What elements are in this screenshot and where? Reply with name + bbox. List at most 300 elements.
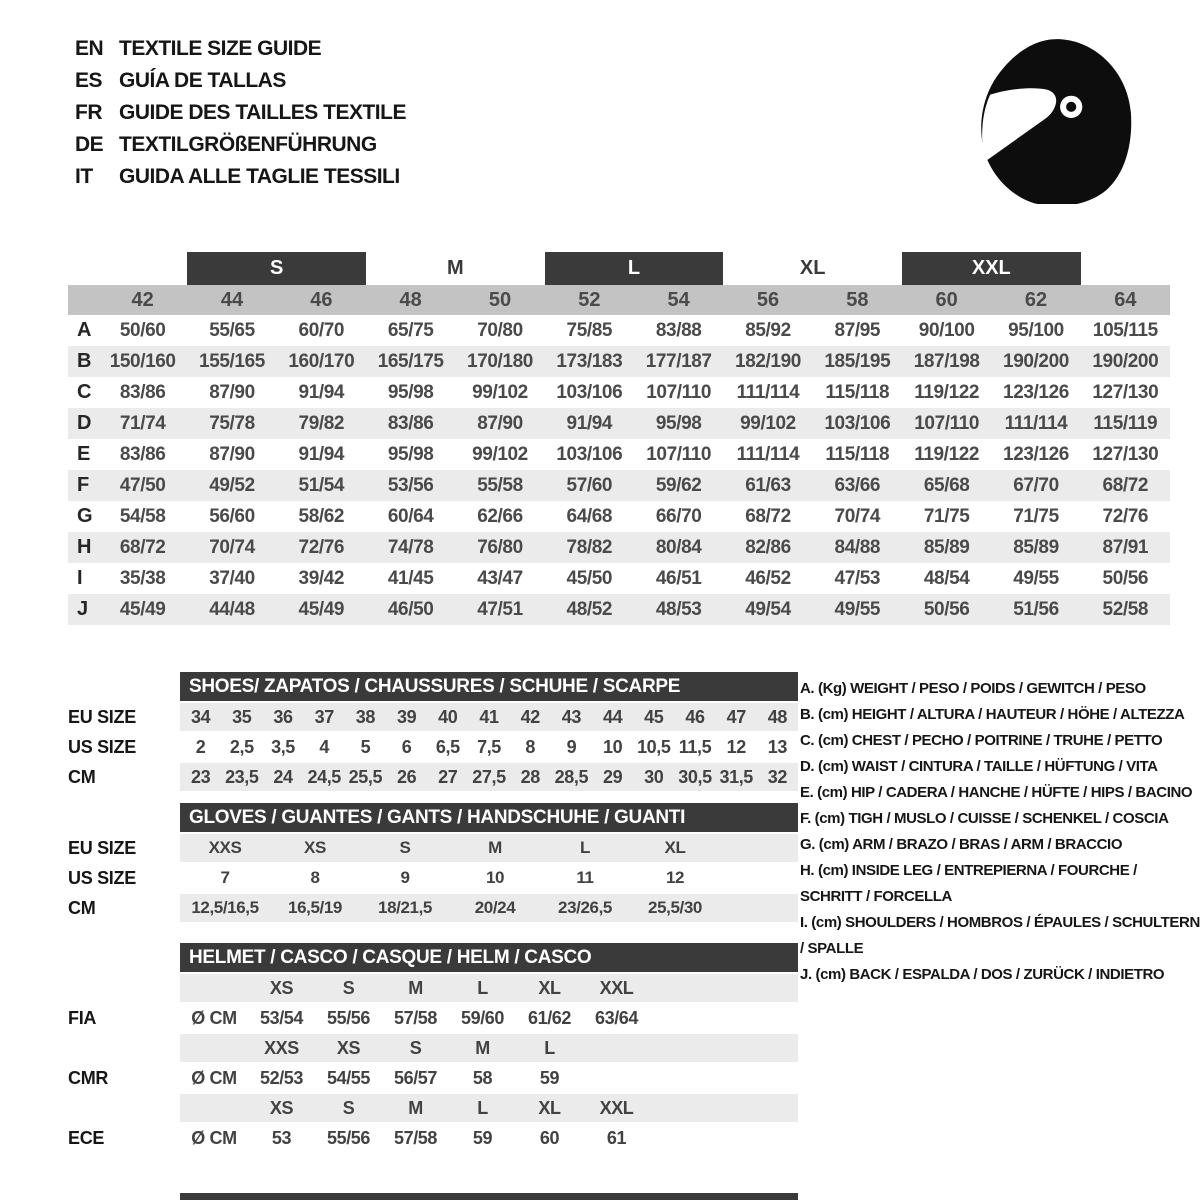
value: 27,5 bbox=[472, 766, 506, 787]
garment-size-table bbox=[68, 252, 1170, 625]
helmet-size: XL bbox=[538, 977, 561, 998]
size-group-L: L bbox=[545, 252, 724, 285]
helmet-value: 63/64 bbox=[594, 1007, 639, 1028]
size-value: 37/40 bbox=[209, 567, 255, 589]
value: 26 bbox=[396, 766, 417, 787]
size-number: 48 bbox=[399, 288, 422, 311]
size-value: 83/88 bbox=[655, 319, 702, 341]
size-value: 60/64 bbox=[387, 505, 434, 527]
size-value: 56/60 bbox=[209, 505, 255, 527]
helmet-value: 59/60 bbox=[460, 1007, 505, 1028]
value: 48 bbox=[767, 706, 788, 727]
value: 12,5/16,5 bbox=[191, 898, 259, 917]
helmet-standard-row-CMR bbox=[68, 1064, 798, 1092]
size-value: 103/106 bbox=[824, 412, 891, 434]
size-value: 72/76 bbox=[1102, 505, 1149, 527]
shoes-row bbox=[68, 733, 798, 761]
size-value: 51/56 bbox=[1013, 598, 1059, 620]
helmet-value: 52/53 bbox=[259, 1067, 304, 1088]
value: 41 bbox=[479, 706, 499, 727]
value: XS bbox=[304, 838, 326, 857]
size-value: 54/58 bbox=[119, 505, 166, 527]
size-value: 71/75 bbox=[923, 505, 970, 527]
helmet-size-row bbox=[68, 1094, 798, 1122]
size-value: 49/52 bbox=[209, 474, 255, 496]
spacer bbox=[68, 1094, 180, 1122]
size-group-XL: XL bbox=[799, 257, 826, 279]
size-row-J bbox=[68, 594, 1170, 625]
size-value: 57/60 bbox=[566, 474, 613, 496]
size-value: 47/50 bbox=[119, 474, 166, 496]
size-value: 50/60 bbox=[119, 319, 166, 341]
legend-item: F. (cm) TIGH / MUSLO / CUISSE / SCHENKEL / COSCIA bbox=[800, 810, 1169, 827]
size-value: 60/70 bbox=[298, 319, 345, 341]
legend-item: A. (Kg) WEIGHT / PESO / POIDS / GEWITCH / PESO bbox=[800, 680, 1146, 697]
value: 34 bbox=[190, 706, 211, 727]
size-value: 72/76 bbox=[298, 536, 345, 558]
standard-label: FIA bbox=[68, 1007, 97, 1028]
size-value: 177/187 bbox=[645, 350, 712, 372]
language-code: IT bbox=[75, 165, 93, 188]
value: XL bbox=[664, 838, 686, 857]
size-number: 64 bbox=[1114, 288, 1137, 311]
helmet-size: M bbox=[408, 977, 423, 998]
size-value: 68/72 bbox=[745, 505, 791, 527]
spacer bbox=[68, 285, 98, 315]
size-value: 115/119 bbox=[1093, 412, 1158, 434]
helmet-size-band bbox=[180, 974, 798, 1002]
helmet-value: 53 bbox=[271, 1127, 292, 1148]
value: 18/21,5 bbox=[378, 898, 432, 917]
helmet-value: 53/54 bbox=[259, 1007, 304, 1028]
row-label: D bbox=[77, 412, 92, 434]
standard-label: CMR bbox=[68, 1067, 109, 1088]
size-number: 52 bbox=[578, 288, 601, 311]
size-value: 75/85 bbox=[566, 319, 613, 341]
size-value: 185/195 bbox=[824, 350, 891, 372]
helmet-value: 55/56 bbox=[326, 1007, 371, 1028]
language-title: GUIDA ALLE TAGLIE TESSILI bbox=[119, 165, 400, 188]
size-value: 80/84 bbox=[655, 536, 702, 558]
helmet-size: L bbox=[544, 1037, 555, 1058]
size-value: 59/62 bbox=[655, 474, 702, 496]
helmet-value: 58 bbox=[472, 1067, 493, 1088]
value: 4 bbox=[319, 736, 329, 757]
language-row bbox=[75, 97, 406, 129]
size-value: 107/110 bbox=[646, 381, 712, 403]
legend-item: C. (cm) CHEST / PECHO / POITRINE / TRUHE / PETTO bbox=[800, 732, 1163, 749]
gloves-section bbox=[68, 803, 798, 924]
size-value: 127/130 bbox=[1092, 443, 1159, 465]
value: 38 bbox=[355, 706, 376, 727]
size-value: 105/115 bbox=[1092, 319, 1158, 341]
size-value: 84/88 bbox=[834, 536, 881, 558]
size-value: 91/94 bbox=[566, 412, 613, 434]
size-value: 160/170 bbox=[288, 350, 355, 372]
size-value: 155/165 bbox=[199, 350, 265, 372]
helmet-value: 59 bbox=[472, 1127, 493, 1148]
size-value: 107/110 bbox=[646, 443, 712, 465]
size-value: 127/130 bbox=[1092, 381, 1159, 403]
size-value: 115/118 bbox=[825, 443, 890, 465]
size-value: 44/48 bbox=[209, 598, 255, 620]
size-value: 83/86 bbox=[387, 412, 434, 434]
size-value: 95/98 bbox=[387, 381, 434, 403]
helmet-value-band bbox=[180, 1064, 798, 1092]
size-number: 54 bbox=[667, 288, 690, 311]
language-list bbox=[75, 33, 406, 193]
helmet-size-row bbox=[68, 974, 798, 1002]
size-row-I bbox=[68, 563, 1170, 594]
helmet-size: XS bbox=[269, 977, 294, 998]
size-value: 45/49 bbox=[119, 598, 166, 620]
size-row-D bbox=[68, 408, 1170, 439]
unit-label: Ø CM bbox=[191, 1007, 237, 1028]
size-value: 103/106 bbox=[556, 443, 623, 465]
value: 46 bbox=[685, 706, 705, 727]
size-value: 48/52 bbox=[566, 598, 613, 620]
helmet-size-row bbox=[68, 1034, 798, 1062]
value: 40 bbox=[438, 706, 458, 727]
helmet-value: 56/57 bbox=[393, 1067, 438, 1088]
size-value: 78/82 bbox=[566, 536, 613, 558]
size-value: 83/86 bbox=[119, 443, 166, 465]
legend-item: I. (cm) SHOULDERS / HOMBROS / ÉPAULES / SCHULTERN / SPALLE bbox=[800, 914, 1200, 957]
size-value: 68/72 bbox=[119, 536, 166, 558]
value: 10,5 bbox=[637, 736, 671, 757]
value: 11,5 bbox=[678, 736, 712, 757]
value: 30 bbox=[644, 766, 664, 787]
value: 28,5 bbox=[554, 766, 589, 787]
size-value: 46/51 bbox=[655, 567, 702, 589]
row-label: EU SIZE bbox=[68, 837, 136, 858]
spacer bbox=[1081, 252, 1170, 285]
value: 6,5 bbox=[435, 736, 460, 757]
helmet-size: S bbox=[409, 1037, 422, 1058]
value: 9 bbox=[400, 868, 410, 887]
size-row-E bbox=[68, 439, 1170, 470]
value: 23/26,5 bbox=[558, 898, 612, 917]
size-row-B bbox=[68, 346, 1170, 377]
value: 13 bbox=[767, 736, 788, 757]
size-value: 99/102 bbox=[472, 443, 528, 465]
size-value: 111/114 bbox=[736, 443, 800, 465]
value: 3,5 bbox=[271, 736, 295, 757]
helmet-value: 57/58 bbox=[393, 1007, 438, 1028]
value: 25,5/30 bbox=[648, 898, 702, 917]
value: 7,5 bbox=[477, 736, 501, 757]
size-number: 46 bbox=[310, 288, 333, 311]
row-label: US SIZE bbox=[68, 736, 136, 757]
language-title: GUIDE DES TAILLES TEXTILE bbox=[119, 101, 406, 124]
spacer bbox=[98, 252, 187, 285]
size-value: 115/118 bbox=[825, 381, 890, 403]
language-row bbox=[75, 161, 406, 193]
gloves-rows bbox=[68, 834, 798, 922]
row-label: F bbox=[77, 474, 90, 496]
language-title: TEXTILE SIZE GUIDE bbox=[119, 37, 322, 60]
size-value: 95/100 bbox=[1008, 319, 1064, 341]
size-value: 65/68 bbox=[923, 474, 970, 496]
size-group-row bbox=[68, 252, 1170, 285]
size-value: 91/94 bbox=[298, 443, 345, 465]
value: 27 bbox=[438, 766, 458, 787]
size-value: 87/91 bbox=[1102, 536, 1149, 558]
size-value: 55/65 bbox=[209, 319, 255, 341]
size-group-S: S bbox=[187, 252, 366, 285]
size-value: 71/75 bbox=[1013, 505, 1059, 527]
language-code: FR bbox=[75, 101, 102, 124]
shoes-rows bbox=[68, 703, 798, 791]
value: 37 bbox=[314, 706, 334, 727]
size-value: 55/58 bbox=[477, 474, 523, 496]
helmet-size-band bbox=[180, 1094, 798, 1122]
language-row bbox=[75, 129, 406, 161]
row-label: US SIZE bbox=[68, 867, 136, 888]
size-value: 63/66 bbox=[834, 474, 881, 496]
size-value: 48/53 bbox=[655, 598, 702, 620]
size-value: 111/114 bbox=[736, 381, 800, 403]
size-value: 47/53 bbox=[834, 567, 881, 589]
size-value: 107/110 bbox=[914, 412, 980, 434]
value: 10 bbox=[485, 868, 505, 887]
size-value: 50/56 bbox=[1102, 567, 1149, 589]
unit-label: Ø CM bbox=[191, 1127, 237, 1148]
value: 25,5 bbox=[348, 766, 383, 787]
size-value: 87/90 bbox=[209, 381, 255, 403]
size-value: 82/86 bbox=[745, 536, 791, 558]
standard-label: ECE bbox=[68, 1127, 105, 1148]
size-value: 103/106 bbox=[556, 381, 623, 403]
size-value: 123/126 bbox=[1003, 381, 1069, 403]
helmet-size: L bbox=[477, 977, 488, 998]
size-group-XXL: XXL bbox=[902, 252, 1081, 285]
size-value: 67/70 bbox=[1013, 474, 1059, 496]
gloves-band bbox=[180, 834, 798, 862]
value: S bbox=[399, 838, 411, 857]
size-value: 43/47 bbox=[477, 567, 523, 589]
legend-item: B. (cm) HEIGHT / ALTURA / HAUTEUR / HÖHE / ALTEZZA bbox=[800, 706, 1185, 723]
row-label: H bbox=[77, 536, 92, 558]
gloves-title: GLOVES / GUANTES / GANTS / HANDSCHUHE / GUANTI bbox=[180, 803, 798, 832]
size-value: 95/98 bbox=[655, 412, 702, 434]
size-number: 56 bbox=[756, 288, 780, 311]
size-value: 41/45 bbox=[387, 567, 434, 589]
value: 9 bbox=[566, 736, 577, 757]
spacer bbox=[68, 974, 180, 1002]
size-group-M: M bbox=[446, 257, 464, 279]
helmet-icon-svg bbox=[978, 38, 1133, 204]
helmet-size: L bbox=[477, 1097, 488, 1118]
value: 24,5 bbox=[307, 766, 341, 787]
size-number: 62 bbox=[1024, 288, 1048, 311]
value: 44 bbox=[602, 706, 623, 727]
size-value: 53/56 bbox=[387, 474, 434, 496]
legend-item: G. (cm) ARM / BRAZO / BRAS / ARM / BRACCIO bbox=[800, 836, 1123, 853]
size-number: 42 bbox=[131, 288, 154, 311]
size-value: 39/42 bbox=[298, 567, 345, 589]
language-code: ES bbox=[75, 69, 103, 92]
size-value: 61/63 bbox=[745, 474, 791, 496]
size-row-F bbox=[68, 470, 1170, 501]
value: 24 bbox=[273, 766, 293, 787]
size-row-H bbox=[68, 532, 1170, 563]
language-title: TEXTILGRÖßENFÜHRUNG bbox=[119, 133, 377, 156]
value: 5 bbox=[360, 736, 371, 757]
helmet-standard-row-FIA bbox=[68, 1004, 798, 1032]
value: XXS bbox=[208, 838, 242, 857]
size-value: 46/50 bbox=[387, 598, 434, 620]
size-value: 68/72 bbox=[1102, 474, 1149, 496]
size-value: 70/74 bbox=[834, 505, 881, 527]
value: 45 bbox=[644, 706, 664, 727]
row-label: I bbox=[77, 567, 83, 589]
size-value: 150/160 bbox=[109, 350, 176, 372]
helmet-size: XS bbox=[336, 1037, 361, 1058]
value: 43 bbox=[561, 706, 582, 727]
value: 16,5/19 bbox=[288, 898, 342, 917]
row-label: CM bbox=[68, 897, 96, 918]
size-value: 48/54 bbox=[923, 567, 970, 589]
helmet-size: M bbox=[408, 1097, 423, 1118]
language-code: DE bbox=[75, 133, 104, 156]
value: 20/24 bbox=[474, 898, 516, 917]
size-value: 65/75 bbox=[387, 319, 434, 341]
value: 12 bbox=[726, 736, 746, 757]
size-value: 62/66 bbox=[477, 505, 523, 527]
size-value: 87/90 bbox=[477, 412, 523, 434]
size-row-C bbox=[68, 377, 1170, 408]
helmet-value: 55/56 bbox=[326, 1127, 371, 1148]
size-value: 49/54 bbox=[745, 598, 791, 620]
size-value: 79/82 bbox=[298, 412, 345, 434]
size-value: 35/38 bbox=[119, 567, 166, 589]
helmet-size: XS bbox=[269, 1097, 294, 1118]
helmet-section bbox=[68, 943, 798, 1154]
shoes-band bbox=[180, 763, 798, 791]
value: 2 bbox=[195, 736, 206, 757]
size-value: 85/92 bbox=[745, 319, 791, 341]
helmet-value: 61 bbox=[606, 1127, 627, 1148]
helmet-value: 61/62 bbox=[527, 1007, 572, 1028]
value: M bbox=[488, 838, 502, 857]
size-value: 173/183 bbox=[556, 350, 623, 372]
value: 28 bbox=[520, 766, 540, 787]
size-value: 90/100 bbox=[918, 319, 975, 341]
unit-label: Ø CM bbox=[191, 1067, 237, 1088]
helmet-title: HELMET / CASCO / CASQUE / HELM / CASCO bbox=[180, 943, 798, 972]
legend-item: J. (cm) BACK / ESPALDA / DOS / ZURÜCK / INDIETRO bbox=[800, 966, 1165, 983]
size-value: 70/74 bbox=[209, 536, 255, 558]
helmet-size: S bbox=[342, 1097, 355, 1118]
size-value: 45/50 bbox=[566, 567, 613, 589]
value: 35 bbox=[232, 706, 252, 727]
size-table-body bbox=[68, 315, 1170, 625]
helmet-value: 59 bbox=[539, 1067, 560, 1088]
size-value: 85/89 bbox=[1013, 536, 1059, 558]
size-value: 187/198 bbox=[913, 350, 980, 372]
value: L bbox=[580, 838, 590, 857]
gloves-band bbox=[180, 894, 798, 922]
helmet-icon bbox=[978, 38, 1133, 209]
value: 8 bbox=[310, 868, 320, 887]
gloves-band bbox=[180, 864, 798, 892]
size-value: 74/78 bbox=[387, 536, 434, 558]
value: 36 bbox=[273, 706, 293, 727]
helmet-size: XL bbox=[538, 1097, 561, 1118]
size-number: 50 bbox=[488, 288, 512, 311]
size-value: 119/122 bbox=[914, 443, 980, 465]
helmet-rows bbox=[68, 974, 798, 1152]
value: 30,5 bbox=[678, 766, 712, 787]
clipped-section-bar bbox=[180, 1193, 798, 1200]
size-value: 119/122 bbox=[914, 381, 980, 403]
helmet-size: S bbox=[342, 977, 355, 998]
helmet-standard-row-ECE bbox=[68, 1124, 798, 1152]
row-label: A bbox=[77, 319, 92, 341]
size-value: 70/80 bbox=[477, 319, 523, 341]
size-value: 182/190 bbox=[735, 350, 801, 372]
size-value: 170/180 bbox=[467, 350, 533, 372]
helmet-size: XXL bbox=[599, 977, 634, 998]
legend-item: H. (cm) INSIDE LEG / ENTREPIERNA / FOURCHE / SCHRITT / FORCELLA bbox=[800, 862, 1137, 905]
gloves-row bbox=[68, 894, 798, 922]
helmet-size-band bbox=[180, 1034, 798, 1062]
size-value: 75/78 bbox=[209, 412, 255, 434]
size-value: 87/90 bbox=[209, 443, 255, 465]
size-value: 47/51 bbox=[477, 598, 523, 620]
size-value: 111/114 bbox=[1004, 412, 1068, 434]
legend-item: E. (cm) HIP / CADERA / HANCHE / HÜFTE / HIPS / BACINO bbox=[800, 784, 1193, 801]
shoes-band bbox=[180, 733, 798, 761]
size-number-row bbox=[68, 285, 1170, 315]
size-value: 91/94 bbox=[298, 381, 345, 403]
shoes-row bbox=[68, 763, 798, 791]
size-value: 123/126 bbox=[1003, 443, 1069, 465]
size-value: 64/68 bbox=[566, 505, 613, 527]
size-value: 49/55 bbox=[834, 598, 881, 620]
value: 42 bbox=[520, 706, 540, 727]
size-row-G bbox=[68, 501, 1170, 532]
size-value: 51/54 bbox=[298, 474, 345, 496]
shoes-title: SHOES/ ZAPATOS / CHAUSSURES / SCHUHE / SCARPE bbox=[180, 672, 798, 701]
size-value: 165/175 bbox=[377, 350, 444, 372]
value: 10 bbox=[602, 736, 623, 757]
size-number: 44 bbox=[220, 288, 244, 311]
size-value: 71/74 bbox=[119, 412, 166, 434]
language-code: EN bbox=[75, 37, 104, 60]
size-value: 83/86 bbox=[119, 381, 166, 403]
row-label: EU SIZE bbox=[68, 706, 136, 727]
row-label: B bbox=[77, 350, 92, 372]
size-value: 76/80 bbox=[477, 536, 523, 558]
size-number: 58 bbox=[846, 288, 869, 311]
size-number: 60 bbox=[935, 288, 958, 311]
legend-list bbox=[800, 676, 1200, 988]
value: 23,5 bbox=[225, 766, 259, 787]
helmet-value: 60 bbox=[539, 1127, 560, 1148]
size-value: 50/56 bbox=[923, 598, 970, 620]
helmet-size: M bbox=[475, 1037, 490, 1058]
value: 29 bbox=[602, 766, 623, 787]
legend-item: D. (cm) WAIST / CINTURA / TAILLE / HÜFTUNG / VITA bbox=[800, 758, 1158, 775]
size-value: 45/49 bbox=[298, 598, 345, 620]
size-value: 95/98 bbox=[387, 443, 434, 465]
value: 6 bbox=[401, 736, 412, 757]
value: 39 bbox=[396, 706, 417, 727]
size-value: 49/55 bbox=[1013, 567, 1059, 589]
language-title: GUÍA DE TALLAS bbox=[119, 69, 286, 92]
